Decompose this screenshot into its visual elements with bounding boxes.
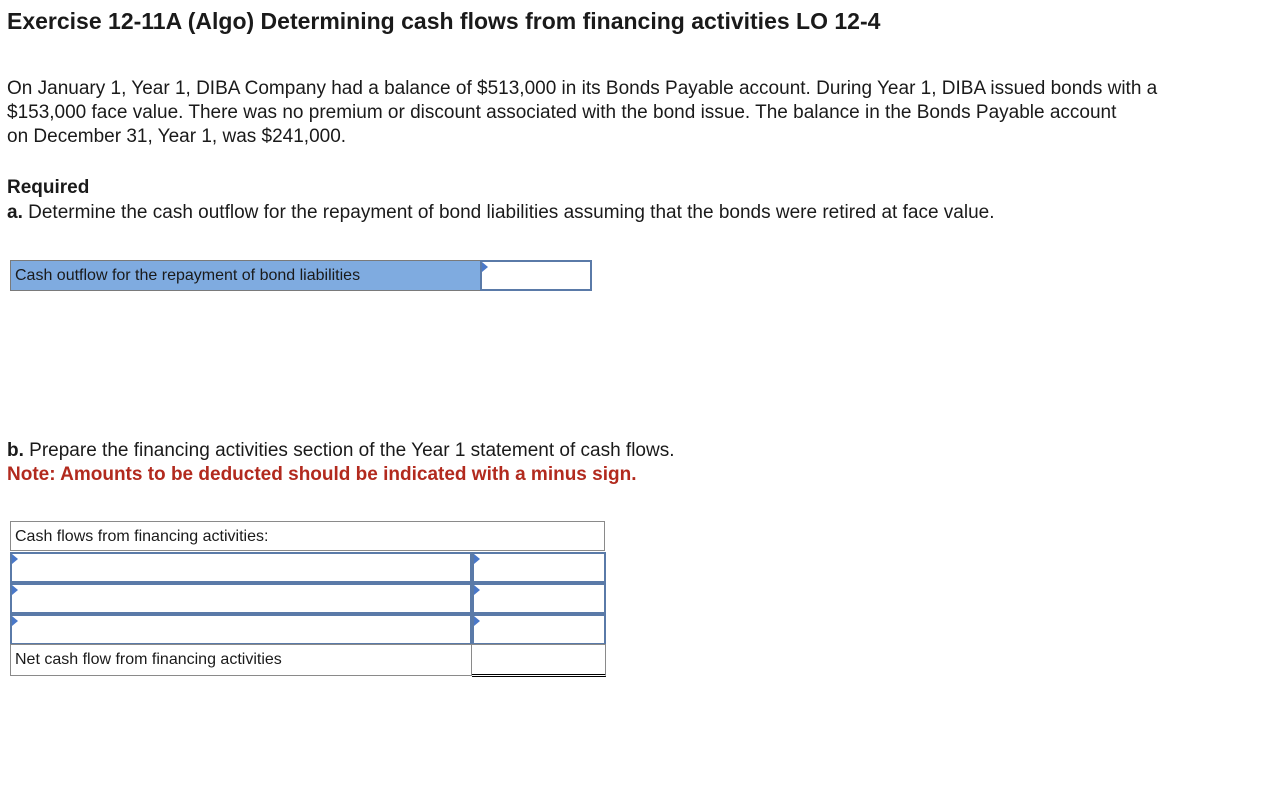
net-cash-flow-row bbox=[10, 644, 607, 676]
part-a-instruction bbox=[7, 201, 995, 225]
cash-outflow-input-cell[interactable] bbox=[480, 260, 592, 291]
part-a-letter: a. bbox=[7, 202, 23, 223]
financing-row-1 bbox=[10, 552, 607, 583]
problem-line-2: $153,000 face value. There was no premium or discount associated with the bond issue. The balance in the Bonds Payable account bbox=[7, 102, 1117, 123]
financing-row-3-description-cell[interactable] bbox=[10, 614, 472, 645]
net-cash-flow-value bbox=[472, 644, 606, 677]
required-heading: Required bbox=[7, 177, 90, 198]
financing-row-2-amount-input[interactable] bbox=[474, 585, 604, 612]
financing-activities-header: Cash flows from financing activities: bbox=[10, 521, 605, 551]
financing-row-3-description-input[interactable] bbox=[12, 616, 470, 643]
problem-statement bbox=[7, 77, 1257, 149]
financing-activities-table bbox=[10, 521, 607, 676]
financing-row-1-description-input[interactable] bbox=[12, 554, 470, 581]
financing-row-2-description-cell[interactable] bbox=[10, 583, 472, 614]
problem-line-1: On January 1, Year 1, DIBA Company had a balance of $513,000 in its Bonds Payable account. During Year 1, DIBA issued bonds with a bbox=[7, 78, 1158, 99]
net-cash-flow-label: Net cash flow from financing activities bbox=[10, 644, 472, 676]
part-b-instruction bbox=[7, 439, 674, 463]
cash-outflow-table bbox=[10, 260, 592, 291]
problem-line-3: on December 31, Year 1, was $241,000. bbox=[7, 126, 347, 147]
financing-row-2-amount-cell[interactable] bbox=[472, 583, 606, 614]
financing-row-1-description-cell[interactable] bbox=[10, 552, 472, 583]
financing-row-2 bbox=[10, 583, 607, 614]
part-b-letter: b. bbox=[7, 440, 24, 461]
note-text: Note: Amounts to be deducted should be indicated with a minus sign. bbox=[7, 464, 637, 485]
part-b-text: Prepare the financing activities section of the Year 1 statement of cash flows. bbox=[23, 440, 675, 461]
financing-row-1-amount-cell[interactable] bbox=[472, 552, 606, 583]
cash-outflow-input[interactable] bbox=[482, 262, 590, 289]
financing-row-1-amount-input[interactable] bbox=[474, 554, 604, 581]
exercise-title: Exercise 12-11A (Algo) Determining cash flows from financing activities LO 12-4 bbox=[7, 8, 881, 34]
part-a-text: Determine the cash outflow for the repayment of bond liabilities assuming that the bonds were retired at face value. bbox=[22, 202, 995, 223]
financing-row-3-amount-input[interactable] bbox=[474, 616, 604, 643]
cash-outflow-label: Cash outflow for the repayment of bond liabilities bbox=[10, 260, 485, 291]
financing-row-2-description-input[interactable] bbox=[12, 585, 470, 612]
financing-row-3 bbox=[10, 614, 607, 645]
financing-row-3-amount-cell[interactable] bbox=[472, 614, 606, 645]
